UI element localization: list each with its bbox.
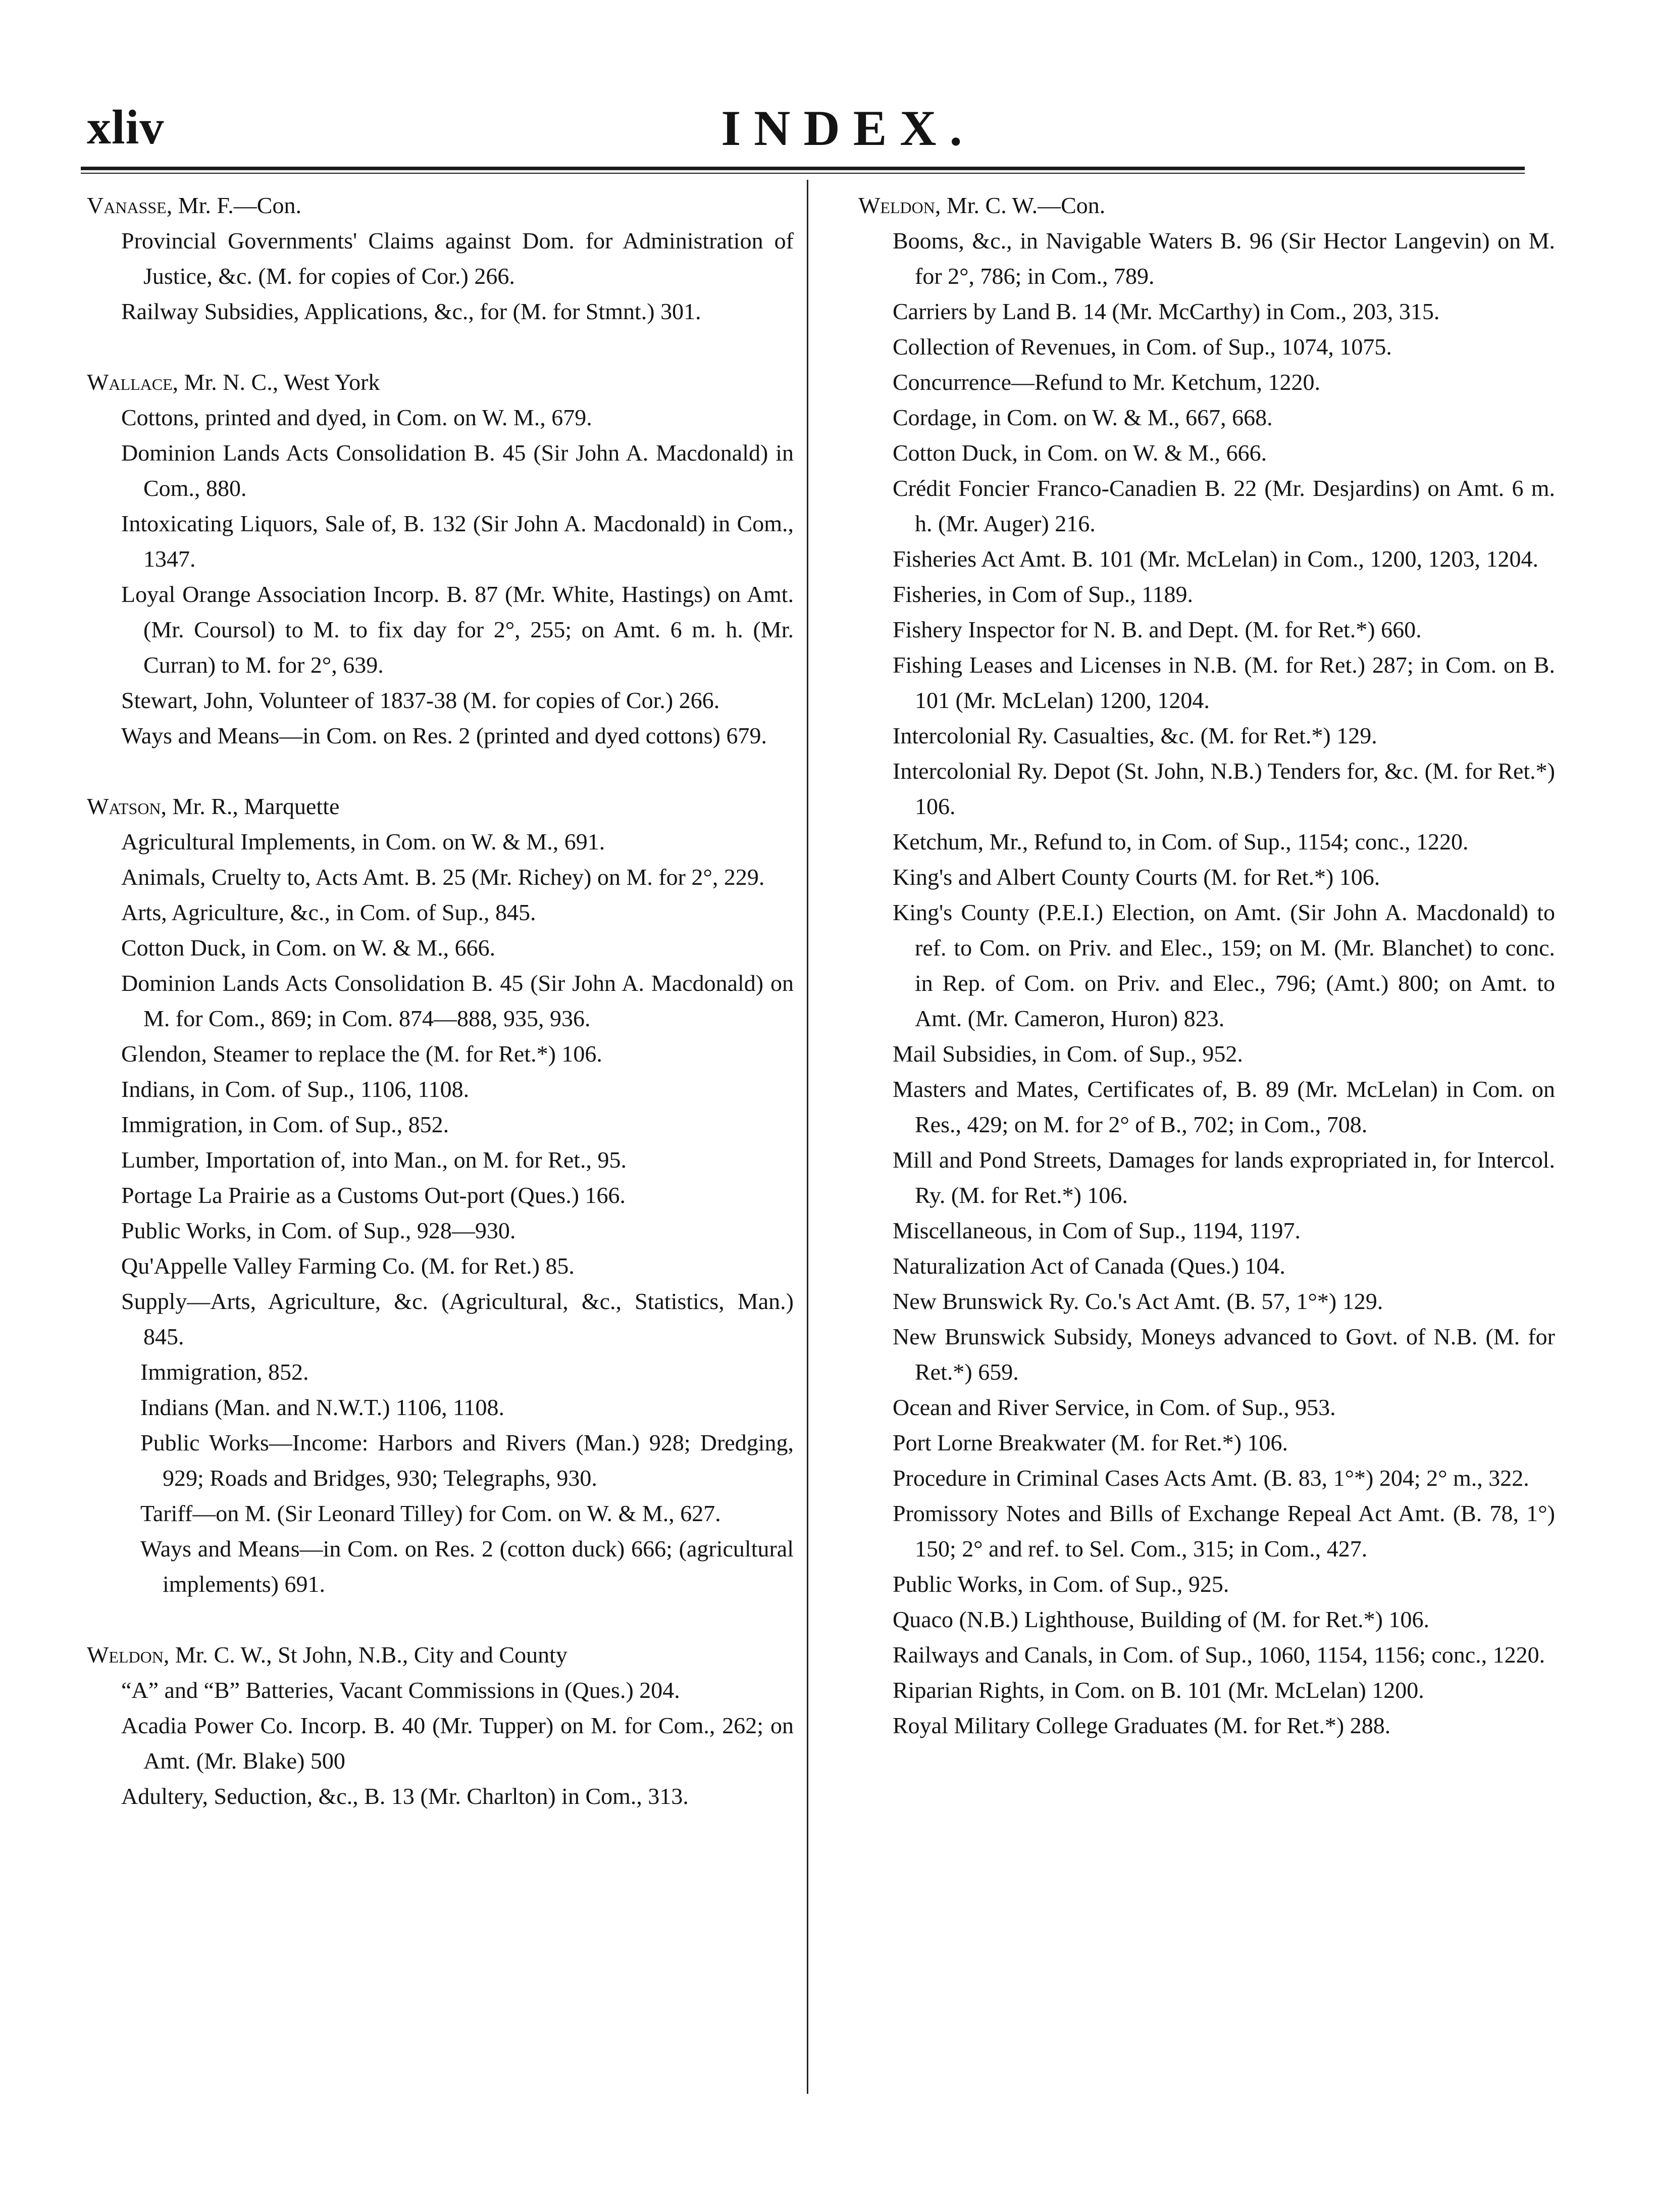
index-entry: King's and Albert County Courts (M. for Ret.*) 106. xyxy=(893,864,1380,890)
index-entry: Fisheries, in Com of Sup., 1189. xyxy=(893,581,1194,607)
index-entry: Fishery Inspector for N. B. and Dept. (M. for Ret.*) 660. xyxy=(893,617,1422,642)
index-entry: Immigration, in Com. of Sup., 852. xyxy=(121,1112,449,1137)
index-entry: Dominion Lands Acts Consolidation B. 45 (Sir John A. Macdonald) on M. for Com., 869; in Com. 874—888, 935, 936. xyxy=(121,970,794,1031)
member-heading xyxy=(858,188,1555,223)
header-rule-thin xyxy=(81,173,1525,174)
index-entry: Crédit Foncier Franco-Canadien B. 22 (Mr. Desjardins) on Amt. 6 m. h. (Mr. Auger) 216. xyxy=(893,475,1555,536)
index-entry: Ketchum, Mr., Refund to, in Com. of Sup., 1154; conc., 1220. xyxy=(893,829,1469,854)
index-entry: Ways and Means—in Com. on Res. 2 (printed and dyed cottons) 679. xyxy=(121,723,767,748)
index-entry: Lumber, Importation of, into Man., on M. for Ret., 95. xyxy=(121,1147,627,1173)
right-column xyxy=(858,188,1555,1743)
index-entry: Portage La Prairie as a Customs Out-port (Ques.) 166. xyxy=(121,1182,626,1208)
index-entry: Mill and Pond Streets, Damages for lands expropriated in, for Intercol. Ry. (M. for Ret.*) 106. xyxy=(893,1147,1555,1208)
index-entry: Carriers by Land B. 14 (Mr. McCarthy) in Com., 203, 315. xyxy=(893,298,1440,324)
index-subentry: Indians (Man. and N.W.T.) 1106, 1108. xyxy=(140,1394,504,1420)
index-entry: Riparian Rights, in Com. on B. 101 (Mr. McLelan) 1200. xyxy=(893,1677,1424,1703)
index-entry: Loyal Orange Association Incorp. B. 87 (Mr. White, Hastings) on Amt. (Mr. Coursol) to M. to fix day for 2°, 255; on Amt. 6 m. h. (Mr. Curran) to M. for 2°, 639. xyxy=(121,581,794,678)
member-details: , Mr. C. W., St John, N.B., City and County xyxy=(163,1642,567,1668)
index-entry: Provincial Governments' Claims against Dom. for Administration of Justice, &c. (M. for copies of Cor.) 266. xyxy=(121,228,794,289)
index-subentry: Tariff—on M. (Sir Leonard Tilley) for Com. on W. & M., 627. xyxy=(140,1500,721,1526)
index-entry: Royal Military College Graduates (M. for Ret.*) 288. xyxy=(893,1713,1391,1738)
index-entry: Acadia Power Co. Incorp. B. 40 (Mr. Tupper) on M. for Com., 262; on Amt. (Mr. Blake) 500 xyxy=(121,1713,794,1774)
index-entry: Concurrence—Refund to Mr. Ketchum, 1220. xyxy=(893,369,1320,395)
index-entry: Intoxicating Liquors, Sale of, B. 132 (Sir John A. Macdonald) in Com., 1347. xyxy=(121,511,794,572)
member-heading xyxy=(87,789,794,824)
member-surname: Weldon xyxy=(858,192,935,218)
section-spacer xyxy=(87,753,794,789)
member-details: , Mr. C. W.—Con. xyxy=(935,192,1106,218)
index-subentry: Ways and Means—in Com. on Res. 2 (cotton duck) 666; (agricultural implements) 691. xyxy=(140,1536,794,1597)
member-heading xyxy=(87,365,794,400)
index-entry: Stewart, John, Volunteer of 1837-38 (M. for copies of Cor.) 266. xyxy=(121,687,720,713)
index-entry: Public Works, in Com. of Sup., 925. xyxy=(893,1571,1229,1597)
index-entry: Railway Subsidies, Applications, &c., for (M. for Stmnt.) 301. xyxy=(121,298,701,324)
index-entry: Booms, &c., in Navigable Waters B. 96 (Sir Hector Langevin) on M. for 2°, 786; in Com., 789. xyxy=(893,228,1555,289)
index-entry: Fisheries Act Amt. B. 101 (Mr. McLelan) in Com., 1200, 1203, 1204. xyxy=(893,546,1538,572)
index-entry: Agricultural Implements, in Com. on W. & M., 691. xyxy=(121,829,605,854)
index-entry: Cottons, printed and dyed, in Com. on W. M., 679. xyxy=(121,405,592,430)
index-entry: New Brunswick Subsidy, Moneys advanced to Govt. of N.B. (M. for Ret.*) 659. xyxy=(893,1324,1555,1385)
page-number: xliv xyxy=(87,100,165,154)
index-entry: Indians, in Com. of Sup., 1106, 1108. xyxy=(121,1076,470,1102)
member-surname: Vanasse xyxy=(87,192,167,218)
index-entry: Quaco (N.B.) Lighthouse, Building of (M. for Ret.*) 106. xyxy=(893,1606,1429,1632)
index-entry: Port Lorne Breakwater (M. for Ret.*) 106. xyxy=(893,1430,1288,1455)
index-entry: Ocean and River Service, in Com. of Sup., 953. xyxy=(893,1394,1336,1420)
column-divider xyxy=(807,180,808,2094)
section-spacer xyxy=(87,1602,794,1637)
index-entry: Arts, Agriculture, &c., in Com. of Sup., 845. xyxy=(121,899,536,925)
page-title: INDEX. xyxy=(721,100,975,156)
index-entry: Fishing Leases and Licenses in N.B. (M. for Ret.) 287; in Com. on B. 101 (Mr. McLelan) 1200, 1204. xyxy=(893,652,1555,713)
index-entry: Naturalization Act of Canada (Ques.) 104. xyxy=(893,1253,1285,1279)
index-entry: Procedure in Criminal Cases Acts Amt. (B. 83, 1°*) 204; 2° m., 322. xyxy=(893,1465,1529,1491)
index-entry: Glendon, Steamer to replace the (M. for Ret.*) 106. xyxy=(121,1041,602,1067)
index-entry: Intercolonial Ry. Depot (St. John, N.B.) Tenders for, &c. (M. for Ret.*) 106. xyxy=(893,758,1555,819)
index-entry: Mail Subsidies, in Com. of Sup., 952. xyxy=(893,1041,1243,1067)
index-entry: King's County (P.E.I.) Election, on Amt. (Sir John A. Macdonald) to ref. to Com. on Priv. and Elec., 159; on M. (Mr. Blanchet) to conc. in Rep. of Com. on Priv. and Elec., 796; (Amt.) 800; on Amt. to Amt. (Mr. Cameron, Huron) 823. xyxy=(893,899,1555,1031)
left-column xyxy=(87,188,794,1814)
index-entry: Miscellaneous, in Com of Sup., 1194, 1197. xyxy=(893,1218,1301,1243)
index-subentry: Immigration, 852. xyxy=(140,1359,309,1385)
member-heading xyxy=(87,1637,794,1673)
member-surname: Wallace xyxy=(87,369,173,395)
header-rule xyxy=(81,167,1525,170)
member-heading xyxy=(87,188,794,223)
index-entry: Collection of Revenues, in Com. of Sup., 1074, 1075. xyxy=(893,334,1392,360)
member-surname: Weldon xyxy=(87,1642,164,1668)
index-entry: Intercolonial Ry. Casualties, &c. (M. for Ret.*) 129. xyxy=(893,723,1377,748)
index-entry: “A” and “B” Batteries, Vacant Commissions in (Ques.) 204. xyxy=(121,1677,680,1703)
member-surname: Watson xyxy=(87,793,161,819)
index-entry: Promissory Notes and Bills of Exchange Repeal Act Amt. (B. 78, 1°) 150; 2° and ref. to Sel. Com., 315; in Com., 427. xyxy=(893,1500,1555,1562)
index-entry: Animals, Cruelty to, Acts Amt. B. 25 (Mr. Richey) on M. for 2°, 229. xyxy=(121,864,765,890)
index-entry: Cotton Duck, in Com. on W. & M., 666. xyxy=(893,440,1267,466)
index-entry: Dominion Lands Acts Consolidation B. 45 (Sir John A. Macdonald) in Com., 880. xyxy=(121,440,794,501)
index-entry: Public Works, in Com. of Sup., 928—930. xyxy=(121,1218,516,1243)
index-subentry: Public Works—Income: Harbors and Rivers (Man.) 928; Dredging, 929; Roads and Bridges, 930; Telegraphs, 930. xyxy=(140,1430,794,1491)
member-details: , Mr. F.—Con. xyxy=(166,192,301,218)
member-details: , Mr. N. C., West York xyxy=(172,369,380,395)
index-entry: Masters and Mates, Certificates of, B. 89 (Mr. McLelan) in Com. on Res., 429; on M. for 2° of B., 702; in Com., 708. xyxy=(893,1076,1555,1137)
member-details: , Mr. R., Marquette xyxy=(161,793,340,819)
section-spacer xyxy=(87,329,794,365)
index-entry: New Brunswick Ry. Co.'s Act Amt. (B. 57, 1°*) 129. xyxy=(893,1288,1383,1314)
index-entry: Qu'Appelle Valley Farming Co. (M. for Ret.) 85. xyxy=(121,1253,575,1279)
index-entry: Supply—Arts, Agriculture, &c. (Agricultural, &c., Statistics, Man.) 845. xyxy=(121,1288,794,1349)
index-entry: Cotton Duck, in Com. on W. & M., 666. xyxy=(121,935,496,961)
index-entry: Adultery, Seduction, &c., B. 13 (Mr. Charlton) in Com., 313. xyxy=(121,1783,689,1809)
index-entry: Railways and Canals, in Com. of Sup., 1060, 1154, 1156; conc., 1220. xyxy=(893,1642,1545,1668)
index-entry: Cordage, in Com. on W. & M., 667, 668. xyxy=(893,405,1273,430)
